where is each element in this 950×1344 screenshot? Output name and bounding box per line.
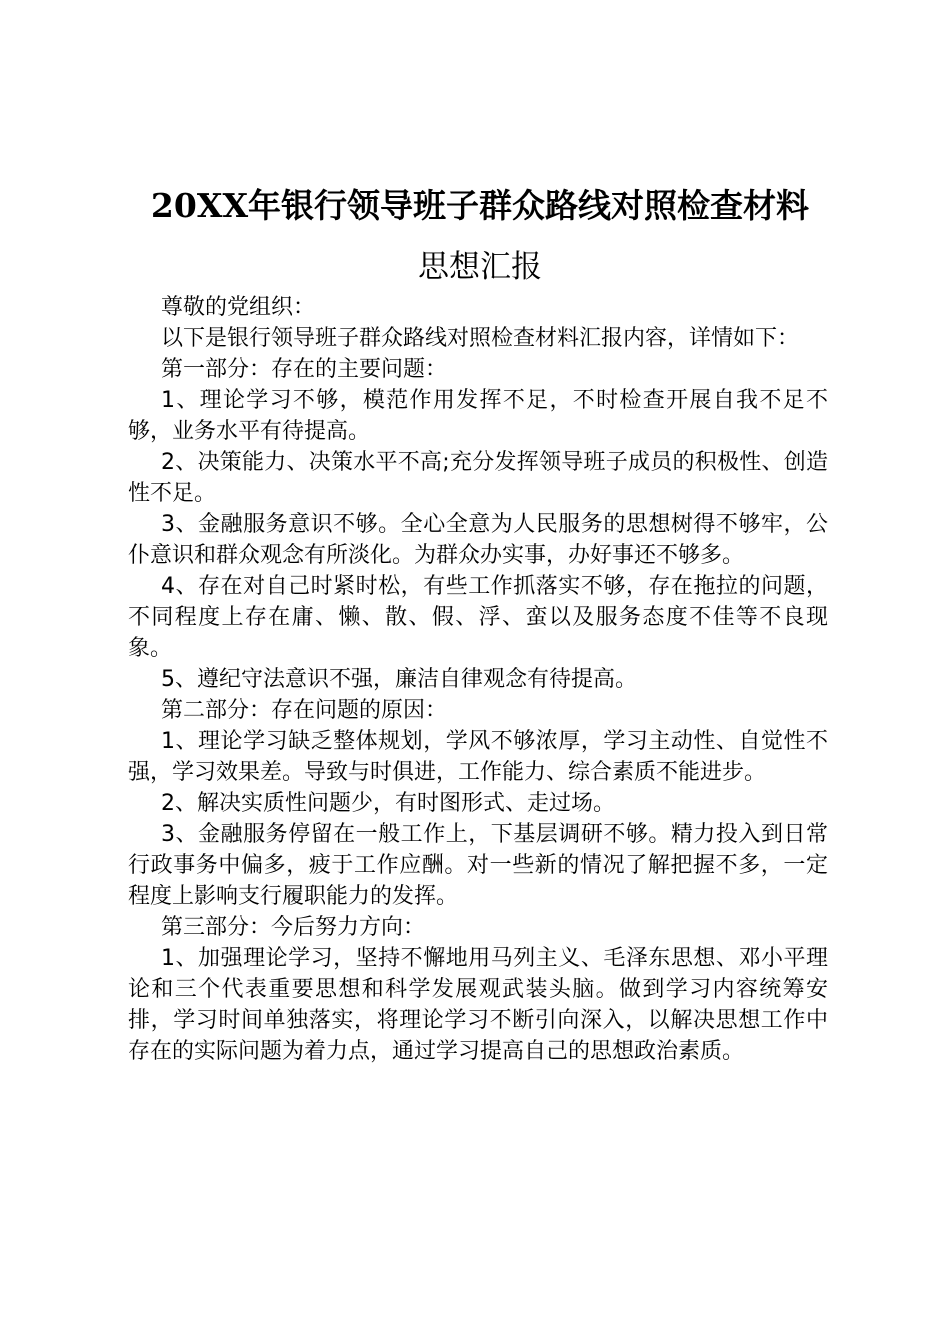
problem-item-5: 5、遵纪守法意识不强，廉洁自律观念有待提高。: [161, 667, 637, 692]
direction-item-1: 1、加强理论学习，坚持不懈地用马列主义、毛泽东思想、邓小平理论和三个代表重要思想和科学发展观武装头脑。做到学习内容统筹安排，学习时间单独落实，将理论学习不断引向深入，以解决思想工作中存在的实际问题为着力点，通过学习提高自己的思想政治素质。: [128, 946, 828, 1064]
cause-item-3: 3、金融服务停留在一般工作上，下基层调研不够。精力投入到日常行政事务中偏多，疲于工作应酬。对一些新的情况了解把握不多，一定程度上影响支行履职能力的发挥。: [128, 822, 828, 909]
intro-paragraph: 以下是银行领导班子群众路线对照检查材料汇报内容，详情如下：: [161, 326, 800, 351]
document-body: [128, 292, 828, 1067]
salutation: 尊敬的党组织：: [161, 295, 316, 320]
cause-item-2: 2、解决实质性问题少，有时图形式、走过场。: [161, 791, 615, 816]
cause-item-1: 1、理论学习缺乏整体规划，学风不够浓厚，学习主动性、自觉性不强，学习效果差。导致与时俱进，工作能力、综合素质不能进步。: [128, 729, 828, 785]
problem-item-3: 3、金融服务意识不够。全心全意为人民服务的思想树得不够牢，公仆意识和群众观念有所淡化。为群众办实事，办好事还不够多。: [128, 512, 828, 568]
section-heading-3: 第三部分：今后努力方向：: [161, 915, 426, 940]
problem-item-2: 2、决策能力、决策水平不高;充分发挥领导班子成员的积极性、创造性不足。: [128, 450, 828, 506]
section-heading-2: 第二部分：存在问题的原因：: [161, 698, 448, 723]
problem-item-4: 4、存在对自己时紧时松，有些工作抓落实不够，存在拖拉的问题，不同程度上存在庸、懒、散、假、浮、蛮以及服务态度不佳等不良现象。: [128, 574, 828, 661]
section-heading-1: 第一部分：存在的主要问题：: [161, 357, 448, 382]
document-title: 20XX年银行领导班子群众路线对照检查材料: [150, 186, 810, 225]
problem-item-1: 1、理论学习不够，模范作用发挥不足，不时检查开展自我不足不够，业务水平有待提高。: [128, 388, 828, 444]
document-subtitle: 思想汇报: [418, 249, 542, 285]
